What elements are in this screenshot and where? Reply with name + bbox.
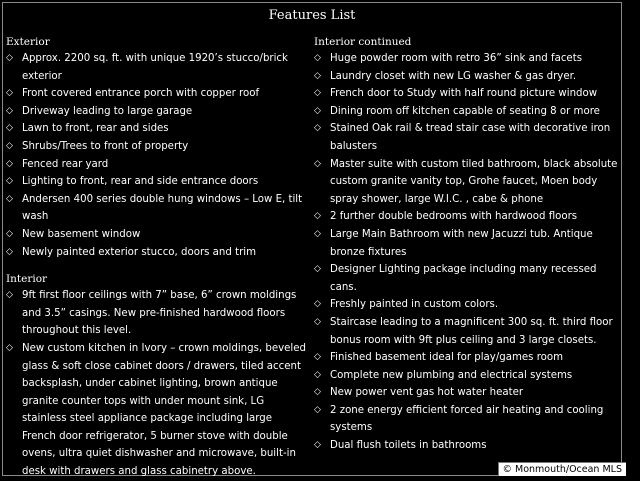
page-title: Features List	[268, 8, 356, 23]
list-item: ◇ 2 further double bedrooms with hardwood floors	[314, 208, 619, 226]
list-item: ◇ Complete new plumbing and electrical systems	[314, 367, 619, 385]
exterior-heading: Exterior	[6, 36, 50, 48]
list-item: ◇ Approx. 2200 sq. ft. with unique 1920’s stucco/brick exterior	[6, 50, 308, 85]
list-item: ◇ Master suite with custom tiled bathroom, black absolute custom granite vanity top, Grohe faucet, Moen body spray shower, large W.I.C. , cabe & phone	[314, 156, 619, 209]
interior-heading: Interior	[6, 273, 48, 286]
list-item: ◇ Driveway leading to large garage	[6, 103, 308, 121]
list-item: ◇ Dual flush toilets in bathrooms	[314, 437, 619, 455]
list-item: ◇ Designer Lighting package including many recessed cans.	[314, 261, 619, 296]
list-item: ◇ Lighting to front, rear and side entrance doors	[6, 173, 308, 191]
list-item: ◇ Finished basement ideal for play/games room	[314, 349, 619, 367]
exterior-list	[6, 50, 308, 261]
interior-continued-heading: Interior continued	[314, 36, 412, 48]
list-item: ◇ Freshly painted in custom colors.	[314, 296, 619, 314]
list-item: ◇ Andersen 400 series double hung windows – Low E, tilt wash	[6, 191, 308, 226]
list-item: ◇ Large Main Bathroom with new Jacuzzi tub. Antique bronze fixtures	[314, 226, 619, 261]
list-item: ◇ Staircase leading to a magnificent 300 sq. ft. third floor bonus room with 9ft plus ceiling and 3 large closets.	[314, 314, 619, 349]
list-item: ◇ Laundry closet with new LG washer & gas dryer.	[314, 68, 619, 86]
list-item: ◇ Stained Oak rail & tread stair case with decorative iron balusters	[314, 120, 619, 155]
interior-continued-list	[314, 50, 619, 455]
list-item: ◇ 9ft first floor ceilings with 7” base, 6” crown moldings and 3.5” casings. New pre-finished hardwood floors throughout this level.	[6, 287, 308, 340]
list-item: ◇ Dining room off kitchen capable of seating 8 or more	[314, 103, 619, 121]
right-column	[314, 34, 619, 455]
list-item: ◇ New power vent gas hot water heater	[314, 384, 619, 402]
list-item: ◇ New basement window	[6, 226, 308, 244]
list-item: ◇ Front covered entrance porch with copper roof	[6, 85, 308, 103]
list-item: ◇ Newly painted exterior stucco, doors and trim	[6, 244, 308, 262]
list-item: ◇ French door to Study with half round picture window	[314, 85, 619, 103]
list-item: ◇ Huge powder room with retro 36” sink and facets	[314, 50, 619, 68]
list-item: ◇ Lawn to front, rear and sides	[6, 120, 308, 138]
list-item: ◇ New custom kitchen in Ivory – crown moldings, beveled glass & soft close cabinet doors / drawers, tiled accent backsplash, under cabinet lighting, brown antique granite counter tops with under mount sink, LG stainless steel appliance package including large French door refrigerator, 5 burner stove with double ovens, ultra quiet dishwasher and microwave, built-in desk with drawers and glass cabinetry above.	[6, 340, 308, 481]
left-column	[6, 34, 308, 481]
list-item: ◇ Shrubs/Trees to front of property	[6, 138, 308, 156]
interior-list	[6, 287, 308, 481]
copyright-badge: © Monmouth/Ocean MLS	[498, 462, 626, 476]
list-item: ◇ Fenced rear yard	[6, 156, 308, 174]
list-item: ◇ 2 zone energy efficient forced air heating and cooling systems	[314, 402, 619, 437]
